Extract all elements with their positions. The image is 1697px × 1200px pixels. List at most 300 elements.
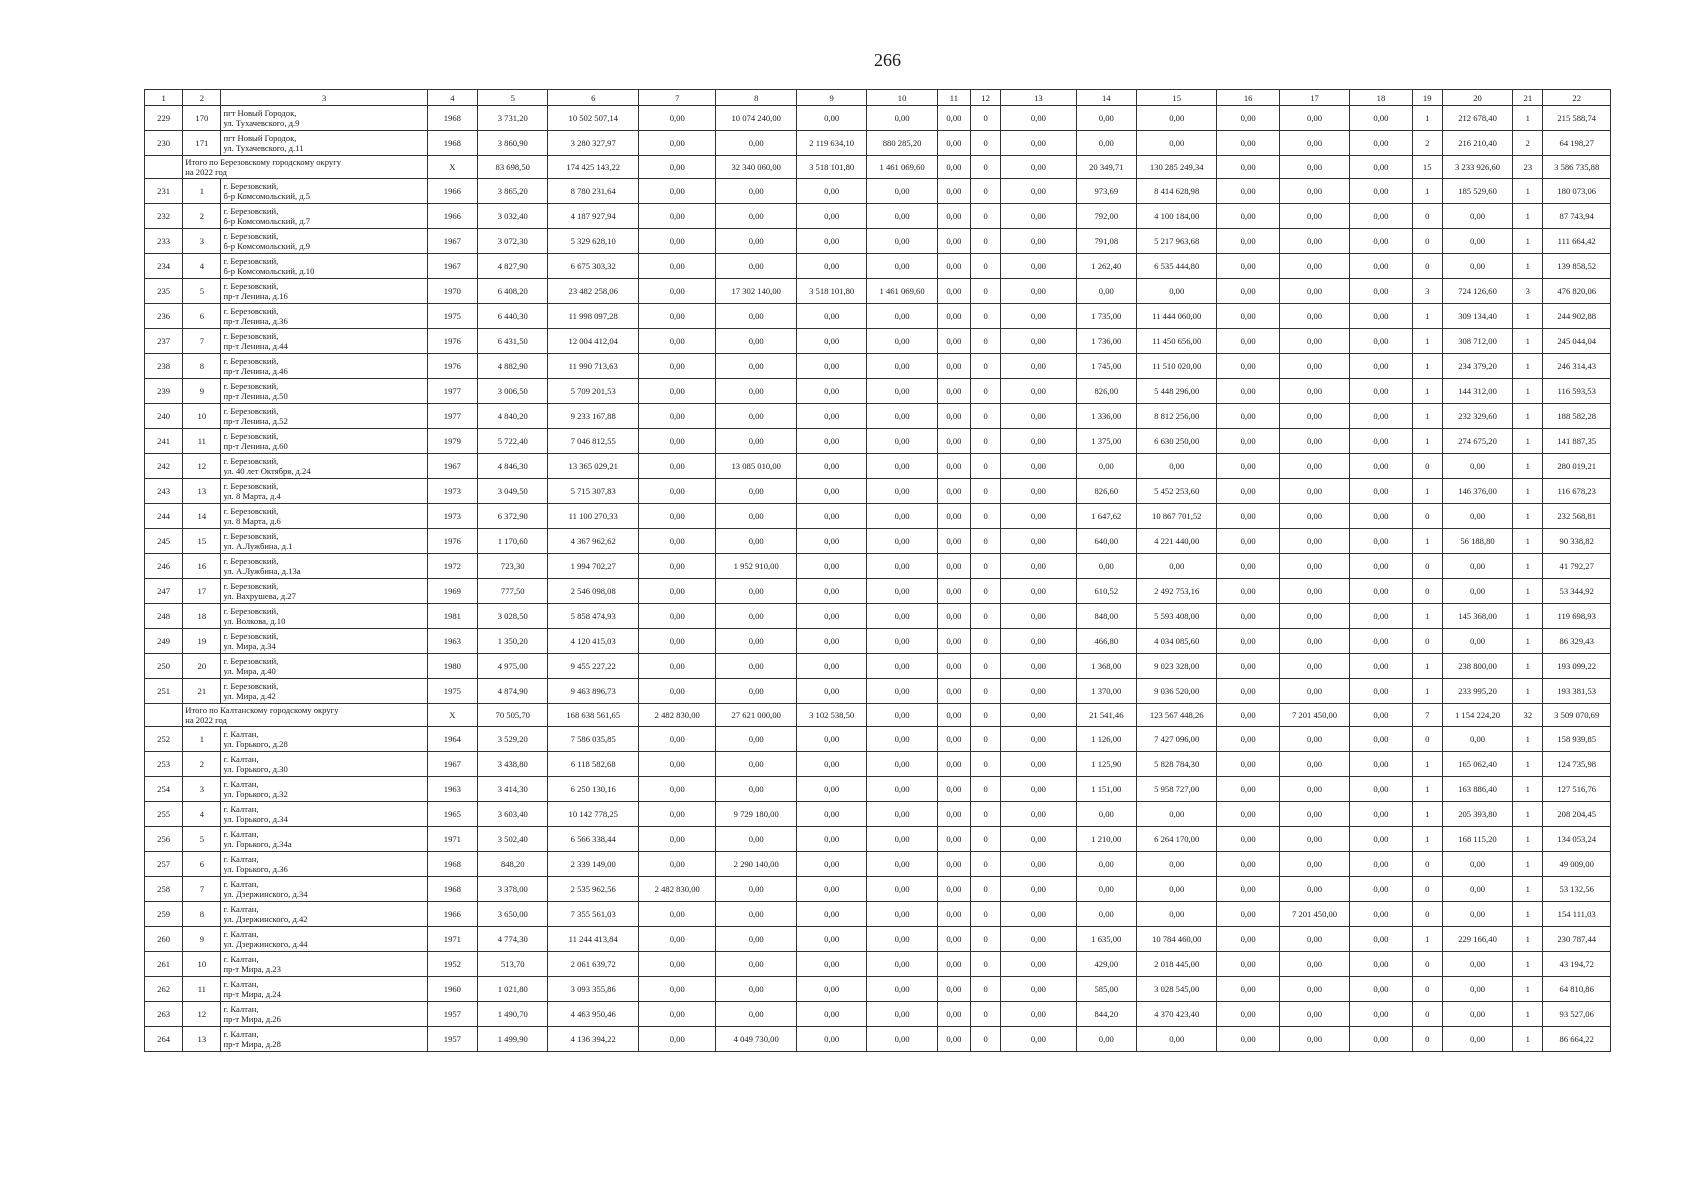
table-cell: 5 593 408,00 [1136, 604, 1216, 629]
table-cell: 0,00 [716, 404, 796, 429]
table-cell: 258 [145, 877, 183, 902]
table-cell: 0,00 [639, 827, 716, 852]
table-cell: 0,00 [937, 952, 970, 977]
table-cell: 6 118 582,68 [548, 752, 639, 777]
table-cell: 4 100 184,00 [1136, 204, 1216, 229]
table-cell: 1971 [427, 827, 477, 852]
table-cell: 0,00 [1350, 429, 1412, 454]
table-cell: 0,00 [796, 927, 866, 952]
table-cell: 8 780 231,64 [548, 179, 639, 204]
table-cell: 0,00 [716, 204, 796, 229]
table-cell: 0,00 [1001, 179, 1076, 204]
table-cell: 0,00 [1136, 852, 1216, 877]
table-cell: 0,00 [639, 279, 716, 304]
table-cell: 513,70 [478, 952, 548, 977]
table-cell: 2 119 634,10 [796, 131, 866, 156]
table-cell: 1957 [427, 1027, 477, 1052]
table-cell: 640,00 [1076, 529, 1136, 554]
table-row [145, 604, 1611, 629]
table-cell: 0,00 [1350, 404, 1412, 429]
table-cell: 0,00 [867, 454, 937, 479]
table-cell: 1980 [427, 654, 477, 679]
table-cell: 174 425 143,22 [548, 156, 639, 179]
table-cell: 0,00 [796, 304, 866, 329]
table-cell: 3 529,20 [478, 727, 548, 752]
table-cell: 0,00 [867, 404, 937, 429]
table-cell: 0,00 [937, 777, 970, 802]
table-cell: 0 [971, 454, 1001, 479]
table-cell: 0,00 [1001, 479, 1076, 504]
table-cell: 0,00 [1217, 827, 1279, 852]
table-cell: 123 567 448,26 [1136, 704, 1216, 727]
table-cell: 0,00 [1001, 579, 1076, 604]
table-cell: 229 [145, 106, 183, 131]
table-cell: 1 [1412, 802, 1442, 827]
table-cell: 0,00 [639, 479, 716, 504]
table-cell: 3 509 070,69 [1543, 704, 1611, 727]
table-cell: 0,00 [937, 579, 970, 604]
table-cell: 230 [145, 131, 183, 156]
table-cell: 0,00 [1350, 329, 1412, 354]
table-cell: 0,00 [639, 379, 716, 404]
table-cell: 1 [1412, 604, 1442, 629]
table-cell: 1 [1513, 329, 1543, 354]
table-cell: 2 492 753,16 [1136, 579, 1216, 604]
address-cell: г. Березовский, пр-т Ленина, д.50 [221, 379, 427, 404]
table-cell: 5 715 307,83 [548, 479, 639, 504]
table-cell: 848,00 [1076, 604, 1136, 629]
table-cell: 4 463 950,46 [548, 1002, 639, 1027]
table-cell: 1 [1513, 179, 1543, 204]
table-row [145, 479, 1611, 504]
table-cell: 87 743,94 [1543, 204, 1611, 229]
table-cell: 0 [1412, 852, 1442, 877]
table-cell: 1 [1513, 777, 1543, 802]
table-cell: 1968 [427, 852, 477, 877]
table-cell: 0,00 [1279, 529, 1349, 554]
table-cell: 9 [183, 927, 221, 952]
table-cell: 0,00 [1217, 304, 1279, 329]
table-cell: 14 [183, 504, 221, 529]
table-cell: 7 201 450,00 [1279, 902, 1349, 927]
table-cell: 0,00 [639, 504, 716, 529]
table-cell: 3 378,00 [478, 877, 548, 902]
table-cell: 212 678,40 [1442, 106, 1512, 131]
table-cell: 0,00 [1217, 379, 1279, 404]
table-cell: 0,00 [1279, 752, 1349, 777]
table-cell: 0,00 [796, 977, 866, 1002]
table-cell: 0 [971, 752, 1001, 777]
table-cell: 0,00 [639, 604, 716, 629]
table-cell: 0,00 [796, 179, 866, 204]
table-cell: 0,00 [867, 106, 937, 131]
table-cell: 1952 [427, 952, 477, 977]
address-cell: г. Березовский, ул. Мира, д.42 [221, 679, 427, 704]
table-cell: 1 490,70 [478, 1002, 548, 1027]
table-cell: 1 635,00 [1076, 927, 1136, 952]
table-cell: 0,00 [1217, 704, 1279, 727]
table-cell: 1 745,00 [1076, 354, 1136, 379]
table-cell: 1 370,00 [1076, 679, 1136, 704]
table-cell: 1 [1513, 204, 1543, 229]
table-cell: 257 [145, 852, 183, 877]
table-cell: 11 100 270,33 [548, 504, 639, 529]
table-cell: 259 [145, 902, 183, 927]
table-cell: 0,00 [1217, 752, 1279, 777]
table-cell: 233 995,20 [1442, 679, 1512, 704]
table-row [145, 404, 1611, 429]
table-cell: 0,00 [796, 727, 866, 752]
table-cell: 0,00 [937, 827, 970, 852]
table-cell: 0,00 [1279, 827, 1349, 852]
table-row [145, 131, 1611, 156]
table-cell: 308 712,00 [1442, 329, 1512, 354]
address-cell: г. Березовский, ул. 8 Марта, д.6 [221, 504, 427, 529]
table-cell: 0 [971, 479, 1001, 504]
table-cell: 0,00 [639, 454, 716, 479]
column-header: 9 [796, 90, 866, 106]
table-cell: 0,00 [716, 131, 796, 156]
table-cell: 18 [183, 604, 221, 629]
table-cell: 0,00 [796, 752, 866, 777]
table-cell: 1976 [427, 354, 477, 379]
table-row [145, 629, 1611, 654]
table-cell: 1 [1513, 877, 1543, 902]
table-cell: 0 [1412, 204, 1442, 229]
table-cell: 0,00 [639, 179, 716, 204]
table-cell: 0,00 [937, 877, 970, 902]
table-cell: 1964 [427, 727, 477, 752]
table-cell: 0,00 [1279, 304, 1349, 329]
table-cell: 253 [145, 752, 183, 777]
table-cell: 10 867 701,52 [1136, 504, 1216, 529]
table-cell: 0,00 [1442, 454, 1512, 479]
table-cell: 1 [1513, 629, 1543, 654]
table-cell: 21 541,46 [1076, 704, 1136, 727]
table-cell: 0 [1412, 727, 1442, 752]
table-cell: 0,00 [937, 229, 970, 254]
table-cell: 0,00 [1350, 629, 1412, 654]
table-cell: 1 [1513, 379, 1543, 404]
table-cell: 1 [1513, 952, 1543, 977]
table-cell: 23 [1513, 156, 1543, 179]
table-cell: 1 [1513, 254, 1543, 279]
table-cell: 5 858 474,93 [548, 604, 639, 629]
table-cell: 6 440,30 [478, 304, 548, 329]
table-cell: 1 735,00 [1076, 304, 1136, 329]
address-cell: г. Березовский, пр-т Ленина, д.46 [221, 354, 427, 379]
table-cell: 7 046 812,55 [548, 429, 639, 454]
table-cell: 5 [183, 827, 221, 852]
table-cell: 2 018 445,00 [1136, 952, 1216, 977]
table-cell: 1 [1412, 304, 1442, 329]
table-cell: 0 [1412, 902, 1442, 927]
table-cell: 1 [1513, 529, 1543, 554]
table-cell: 0,00 [1217, 679, 1279, 704]
table-cell: 0,00 [1001, 429, 1076, 454]
table-cell: 6 [183, 852, 221, 877]
table-cell: 0,00 [1076, 852, 1136, 877]
table-cell: 11 244 413,84 [548, 927, 639, 952]
table-cell: 255 [145, 802, 183, 827]
table-cell: 139 858,52 [1543, 254, 1611, 279]
column-header: 19 [1412, 90, 1442, 106]
table-cell: 0,00 [1442, 1002, 1512, 1027]
table-cell: 15 [183, 529, 221, 554]
table-cell: 0 [971, 679, 1001, 704]
table-cell: 2 [183, 204, 221, 229]
table-cell: 3 028 545,00 [1136, 977, 1216, 1002]
table-cell: 0,00 [1350, 679, 1412, 704]
table-row [145, 106, 1611, 131]
table-cell: 0,00 [867, 727, 937, 752]
table-cell: 0,00 [1350, 927, 1412, 952]
table-cell: 4 034 085,60 [1136, 629, 1216, 654]
table-cell: 0,00 [1279, 354, 1349, 379]
table-cell: 0,00 [1001, 554, 1076, 579]
table-cell: 0,00 [867, 379, 937, 404]
table-cell: 0,00 [796, 429, 866, 454]
table-cell: 0 [971, 877, 1001, 902]
table-cell: 1 262,40 [1076, 254, 1136, 279]
table-cell: 0,00 [937, 679, 970, 704]
table-cell: 0,00 [937, 404, 970, 429]
table-cell: 56 188,80 [1442, 529, 1512, 554]
table-cell: 0,00 [1279, 554, 1349, 579]
table-cell: 1977 [427, 379, 477, 404]
table-cell: 0,00 [1136, 554, 1216, 579]
table-cell: 0,00 [937, 429, 970, 454]
table-cell: 247 [145, 579, 183, 604]
table-cell: 0,00 [867, 1002, 937, 1027]
table-cell: 4 [183, 802, 221, 827]
column-header: 21 [1513, 90, 1543, 106]
table-cell: 0,00 [1001, 204, 1076, 229]
table-cell: 1968 [427, 131, 477, 156]
table-cell: 1972 [427, 554, 477, 579]
table-cell: 0,00 [867, 852, 937, 877]
table-cell: 23 482 258,06 [548, 279, 639, 304]
table-cell: 1 [1513, 679, 1543, 704]
table-cell: 1 [1513, 454, 1543, 479]
table-cell: 0,00 [1136, 802, 1216, 827]
address-cell: г. Березовский, ул. 40 лет Октября, д.24 [221, 454, 427, 479]
table-cell: 0,00 [639, 629, 716, 654]
table-cell: 0,00 [639, 529, 716, 554]
table-cell: 0,00 [796, 802, 866, 827]
table-cell: 0,00 [1350, 379, 1412, 404]
table-cell: 0,00 [867, 977, 937, 1002]
table-cell: 230 787,44 [1543, 927, 1611, 952]
table-cell: 2 482 830,00 [639, 877, 716, 902]
table-cell: 0,00 [937, 852, 970, 877]
table-cell: 3 731,20 [478, 106, 548, 131]
column-header: 20 [1442, 90, 1512, 106]
table-cell: 274 675,20 [1442, 429, 1512, 454]
table-cell: 0,00 [1350, 479, 1412, 504]
table-cell: 3 438,80 [478, 752, 548, 777]
table-cell: 0 [971, 852, 1001, 877]
table-cell: 0,00 [867, 179, 937, 204]
table-cell: 0,00 [639, 977, 716, 1002]
address-cell: г. Калтан, пр-т Мира, д.26 [221, 1002, 427, 1027]
table-cell: 0,00 [716, 179, 796, 204]
table-cell: 0,00 [639, 852, 716, 877]
table-cell: 0,00 [1001, 279, 1076, 304]
table-cell: 0 [1412, 877, 1442, 902]
table-cell: 0,00 [1217, 629, 1279, 654]
table-cell: 0,00 [1279, 504, 1349, 529]
table-cell: 1 [1513, 229, 1543, 254]
table-cell: 0,00 [937, 179, 970, 204]
table-cell: 0 [1412, 454, 1442, 479]
table-cell: 1975 [427, 304, 477, 329]
table-cell: 237 [145, 329, 183, 354]
table-cell: 0,00 [796, 479, 866, 504]
table-cell: 0,00 [716, 579, 796, 604]
table-cell: 0,00 [1442, 554, 1512, 579]
table-cell: 0,00 [796, 827, 866, 852]
table-cell: 0,00 [796, 579, 866, 604]
table-cell: 0,00 [1350, 704, 1412, 727]
table-cell: 4 [183, 254, 221, 279]
table-cell: 0,00 [1350, 504, 1412, 529]
table-cell: 0,00 [1442, 1027, 1512, 1052]
table-cell: 0 [971, 654, 1001, 679]
table-cell: 0 [971, 379, 1001, 404]
table-cell: 0,00 [716, 229, 796, 254]
table-row [145, 529, 1611, 554]
table-cell: 185 529,60 [1442, 179, 1512, 204]
table-cell: 0 [971, 629, 1001, 654]
table-cell: 11 998 097,28 [548, 304, 639, 329]
table-cell: 0,00 [937, 554, 970, 579]
table-cell: 193 381,53 [1543, 679, 1611, 704]
table-cell: 0 [971, 927, 1001, 952]
table-cell: 86 664,22 [1543, 1027, 1611, 1052]
table-cell: 1 [1513, 977, 1543, 1002]
table-cell: 1 [1412, 354, 1442, 379]
table-cell: 0,00 [1279, 679, 1349, 704]
table-cell: 0,00 [1350, 354, 1412, 379]
table-cell: 11 [183, 977, 221, 1002]
table-cell: 3 518 101,80 [796, 279, 866, 304]
table-cell: 792,00 [1076, 204, 1136, 229]
table-cell: 0,00 [796, 454, 866, 479]
table-cell: 1 [1513, 304, 1543, 329]
table-cell: 7 355 561,03 [548, 902, 639, 927]
table-cell: 20 [183, 654, 221, 679]
table-cell: 1 [1513, 354, 1543, 379]
table-row [145, 179, 1611, 204]
table-cell: 0,00 [796, 952, 866, 977]
table-cell: 0,00 [716, 827, 796, 852]
table-row [145, 679, 1611, 704]
table-cell: 9 455 227,22 [548, 654, 639, 679]
table-cell: 0,00 [867, 927, 937, 952]
table-cell: 0,00 [1217, 179, 1279, 204]
table-row [145, 229, 1611, 254]
table-cell: 777,50 [478, 579, 548, 604]
table-cell: 0 [971, 156, 1001, 179]
table-cell: 0,00 [796, 254, 866, 279]
table-cell: 0,00 [937, 454, 970, 479]
table-cell: 0 [971, 802, 1001, 827]
table-cell: 205 393,80 [1442, 802, 1512, 827]
table-cell: 263 [145, 1002, 183, 1027]
table-cell: 0 [1412, 579, 1442, 604]
table-cell: 1 [1513, 429, 1543, 454]
table-cell: 7 [183, 877, 221, 902]
table-cell: 0,00 [716, 479, 796, 504]
table-cell: 0,00 [1076, 1027, 1136, 1052]
table-cell: 0,00 [937, 379, 970, 404]
table-cell: 0,00 [716, 629, 796, 654]
table-cell: 0,00 [867, 579, 937, 604]
table-cell: 0,00 [1001, 604, 1076, 629]
table-cell: 4 370 423,40 [1136, 1002, 1216, 1027]
table-cell: 0,00 [716, 504, 796, 529]
table-cell: 0,00 [1136, 131, 1216, 156]
table-cell: 1 [1513, 927, 1543, 952]
table-cell: 53 132,56 [1543, 877, 1611, 902]
table-cell: 9 023 328,00 [1136, 654, 1216, 679]
table-cell: 0,00 [796, 354, 866, 379]
table-cell: 0,00 [867, 704, 937, 727]
table-cell: 12 [183, 1002, 221, 1027]
table-cell: 252 [145, 727, 183, 752]
table-cell: 0,00 [796, 329, 866, 354]
table-cell: 0,00 [796, 404, 866, 429]
table-cell: 0,00 [867, 204, 937, 229]
table-cell: 4 874,90 [478, 679, 548, 704]
table-cell: 5 958 727,00 [1136, 777, 1216, 802]
table-cell: 4 120 415,03 [548, 629, 639, 654]
table-cell: 0,00 [937, 354, 970, 379]
table-row [145, 1002, 1611, 1027]
address-cell: г. Калтан, пр-т Мира, д.24 [221, 977, 427, 1002]
table-row [145, 1027, 1611, 1052]
table-cell: 0,00 [1217, 454, 1279, 479]
table-cell: 1 [1513, 827, 1543, 852]
table-cell: 11 [183, 429, 221, 454]
table-cell: 0,00 [1217, 404, 1279, 429]
table-cell: 1966 [427, 902, 477, 927]
table-cell: 19 [183, 629, 221, 654]
table-cell: 0,00 [639, 902, 716, 927]
table-cell: 0,00 [1001, 952, 1076, 977]
table-cell: 1 499,90 [478, 1027, 548, 1052]
table-cell: 13 [183, 1027, 221, 1052]
table-cell: 1967 [427, 229, 477, 254]
table-cell: 0,00 [867, 554, 937, 579]
table-cell: 0 [971, 304, 1001, 329]
table-cell: 0,00 [1001, 454, 1076, 479]
table-cell: 5 [183, 279, 221, 304]
table-cell: 1981 [427, 604, 477, 629]
table-cell: 0,00 [796, 529, 866, 554]
table-cell: 238 800,00 [1442, 654, 1512, 679]
table-cell: 240 [145, 404, 183, 429]
table-cell: 9 463 896,73 [548, 679, 639, 704]
table-cell: 0,00 [1279, 429, 1349, 454]
table-cell: 1 [1412, 479, 1442, 504]
table-cell: 1967 [427, 454, 477, 479]
table-cell: 1 [1412, 654, 1442, 679]
table-cell: 15 [1412, 156, 1442, 179]
table-cell: 309 134,40 [1442, 304, 1512, 329]
table-cell: 0,00 [796, 679, 866, 704]
